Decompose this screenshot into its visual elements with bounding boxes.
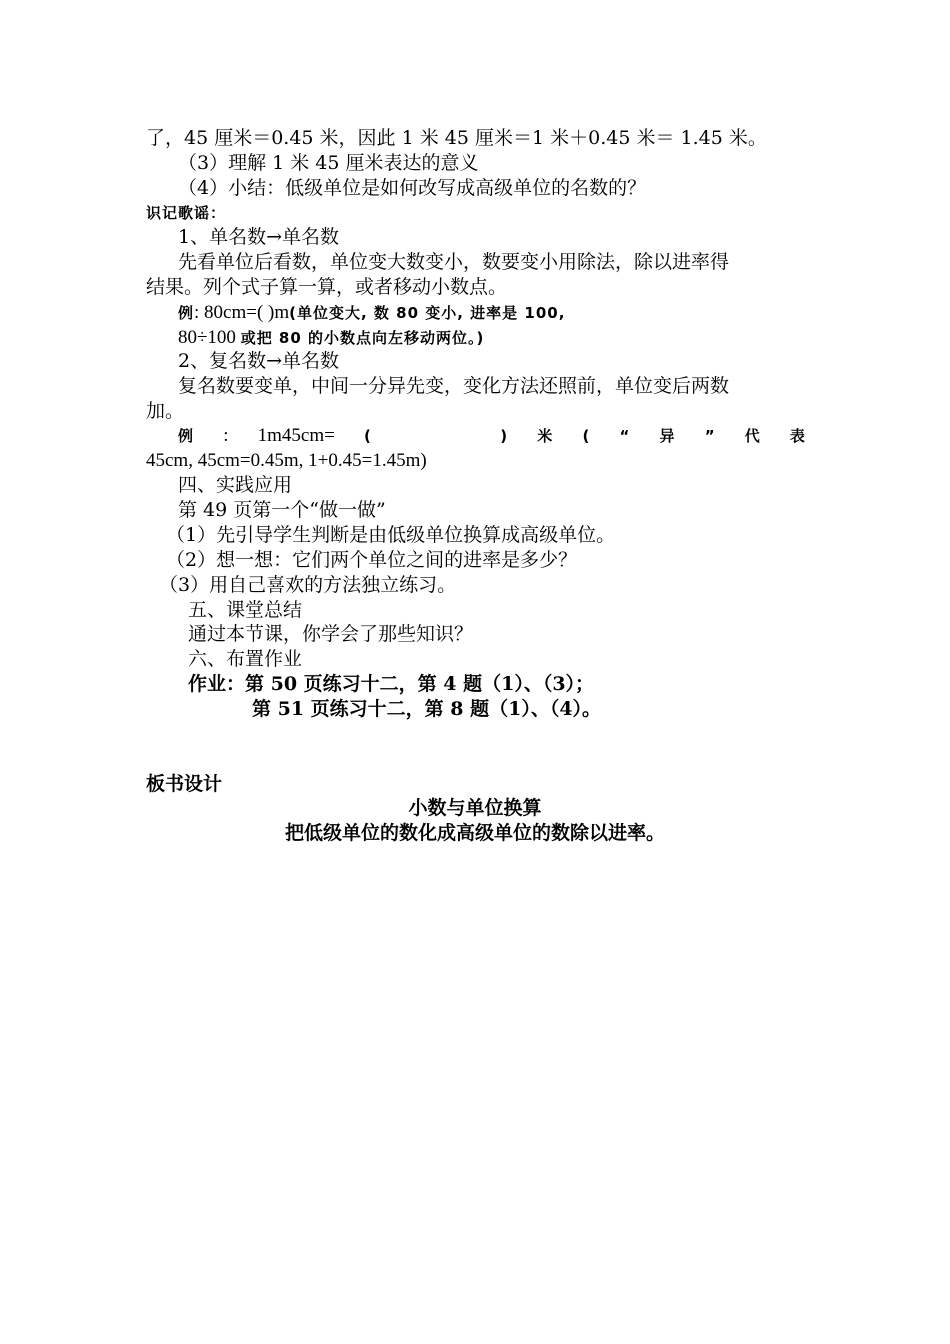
text-line-17: （1）先引导学生判断是由低级单位换算成高级单位。 bbox=[166, 524, 616, 546]
example-expression: : 80cm=( )m bbox=[194, 302, 290, 323]
homework-line-1: 作业：第 50 页练习十二，第 4 题（1）、（3）； bbox=[188, 673, 595, 695]
example-explanation-2: 或把 80 的小数点向左移动两位。) bbox=[240, 329, 485, 347]
section-heading-homework: 六、布置作业 bbox=[188, 648, 303, 670]
example-part: 代 bbox=[744, 427, 761, 445]
example-label: 例 bbox=[178, 304, 195, 322]
text-line-7: 结果。列个式子算一算，或者移动小数点。 bbox=[146, 276, 508, 298]
example-division: 80÷100 bbox=[178, 327, 241, 348]
text-line-19: （3）用自己喜欢的方法独立练习。 bbox=[159, 574, 457, 596]
text-line-2: （3）理解 1 米 45 厘米表达的意义 bbox=[178, 152, 479, 174]
example-part: ) bbox=[500, 427, 509, 445]
text-line-3: （4）小结：低级单位是如何改写成高级单位的名数的？ bbox=[178, 177, 647, 199]
example-line-3 bbox=[178, 424, 806, 448]
example-part: ( bbox=[364, 427, 372, 445]
text-line-6: 先看单位后看数，单位变大数变小，数要变小用除法，除以进率得 bbox=[178, 251, 730, 273]
example-line-1 bbox=[178, 300, 565, 325]
text-line-18: （2）想一想：它们两个单位之间的进率是多少？ bbox=[166, 549, 578, 571]
example-part: “ bbox=[619, 427, 631, 445]
board-title: 小数与单位换算 bbox=[408, 797, 542, 819]
text-line-10: 2、复名数→单名数 bbox=[178, 350, 340, 372]
text-line-11: 复名数要变单，中间一分异先变，变化方法还照前，单位变后两数 bbox=[178, 375, 730, 397]
example-part: 表 bbox=[789, 427, 806, 445]
section-heading-practice: 四、实践应用 bbox=[178, 474, 293, 496]
example-part: 米 bbox=[537, 427, 554, 445]
example-part: 异 bbox=[659, 427, 676, 445]
example-line-4: 45cm, 45cm=0.45m, 1+0.45=1.45m) bbox=[146, 450, 427, 471]
example-part: ” bbox=[704, 427, 716, 445]
section-heading-rhyme: 识记歌谣： bbox=[146, 204, 227, 222]
text-line-5: 1、单名数→单名数 bbox=[178, 226, 340, 248]
section-heading-summary: 五、课堂总结 bbox=[188, 599, 303, 621]
example-explanation: (单位变大, 数 80 变小, 进率是 100, bbox=[289, 304, 566, 322]
homework-line-2: 第 51 页练习十二，第 8 题（1）、（4）。 bbox=[252, 698, 602, 720]
text-line-1: 了，45 厘米＝0.45 米，因此 1 米 45 厘米＝1 米＋0.45 米＝ 1.45 米。 bbox=[146, 127, 767, 149]
blank-space bbox=[401, 424, 471, 448]
board-rule: 把低级单位的数化成高级单位的数除以进率。 bbox=[284, 822, 665, 844]
example-part: : bbox=[223, 425, 229, 446]
example-line-2 bbox=[178, 325, 484, 350]
board-design-heading: 板书设计 bbox=[146, 773, 223, 795]
text-line-21: 通过本节课，你学会了那些知识？ bbox=[188, 623, 474, 645]
example-part: 1m45cm= bbox=[257, 425, 335, 446]
text-line-16: 第 49 页第一个“做一做” bbox=[178, 499, 386, 521]
text-line-12: 加。 bbox=[146, 400, 185, 422]
example-part: ( bbox=[582, 427, 591, 445]
example-part: 例 bbox=[178, 427, 195, 445]
